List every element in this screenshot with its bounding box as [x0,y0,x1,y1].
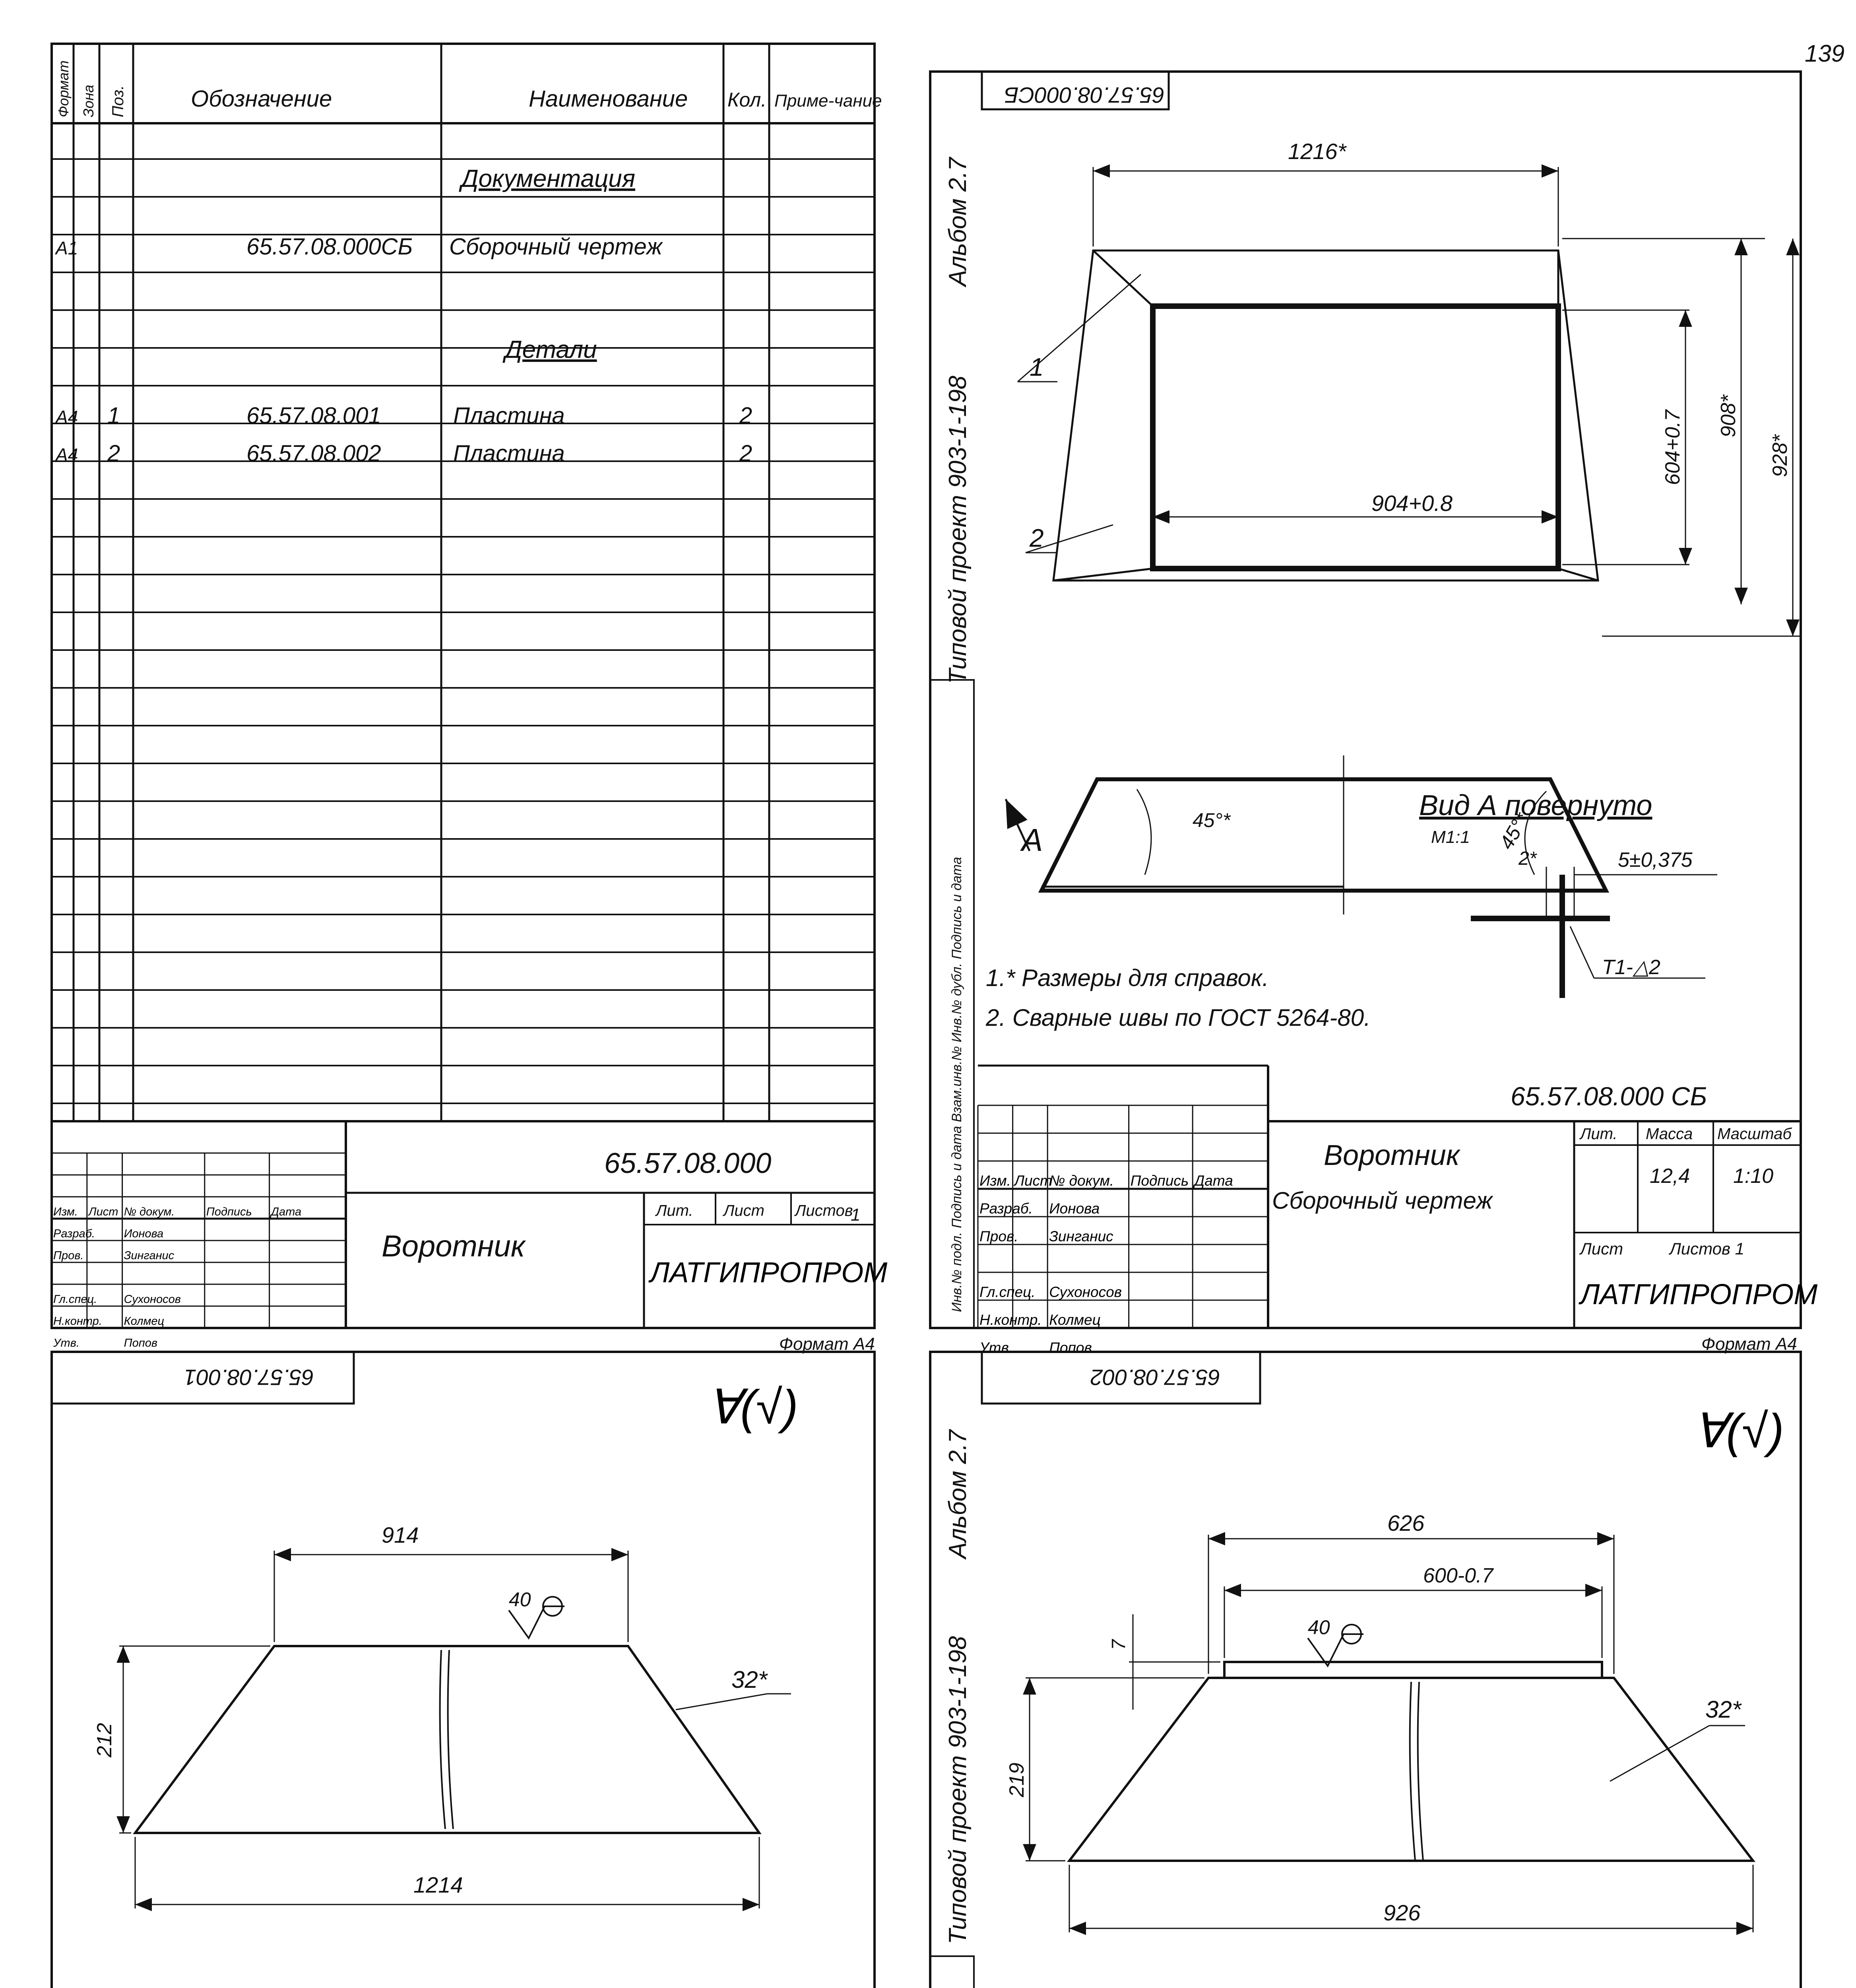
assembly-code: 65.57.08.000 СБ [1511,1081,1707,1111]
assembly-scale: 1:10 [1733,1165,1774,1188]
part2-name: Пластина [453,441,565,466]
angle-1: 45°* [1193,809,1231,831]
assembly-mirror-code: 65.57.08.000СБ [1004,83,1165,108]
stamp-role: Гл.спец. [53,1293,97,1306]
spec-title: Воротник [382,1229,525,1263]
plate2-dim-height: 219 [1005,1763,1028,1797]
plate2-sheet [930,1352,1819,1988]
plate1-rough: 40 [509,1588,531,1611]
header-note: Приме-чание [774,91,882,111]
stamp-name: Попов [124,1337,157,1349]
callout-1: 1 [1030,353,1044,381]
plate1-sheet [52,1352,881,1988]
spec-org: ЛАТГИПРОПРОМ [650,1257,888,1289]
stamp-role: Разраб. [53,1227,95,1240]
stamp-role: Н.контр. [53,1315,102,1328]
part2-format: А4 [56,445,78,465]
stamp-header: Дата [1194,1173,1233,1189]
header-designation: Обозначение [191,86,332,112]
plate2-dim-bottom: 926 [1383,1900,1421,1925]
spec-format: Формат А4 [779,1334,875,1354]
stamp-name: Зинганис [124,1249,175,1262]
stamp-name: Попов [1049,1340,1092,1356]
weld-value: 5±0,375 [1618,848,1693,872]
assembly-lit: Лит. [1580,1125,1617,1143]
stamp-role: Н.контр. [979,1312,1042,1328]
part1-format: А4 [56,407,78,427]
plate2-album: Альбом 2.7 [944,1429,972,1559]
dim-inner-height: 604+0.7 [1661,410,1684,485]
stamp-name: Колмец [1049,1312,1101,1328]
plate2-dim-top-outer: 626 [1387,1510,1425,1536]
plate2-roughness: ∀(√) [1693,1404,1784,1458]
dim-inner-width: 904+0.8 [1371,491,1453,516]
stamp-header: Лист [88,1206,118,1218]
stamp-header: Подпись [206,1206,252,1218]
plate1-dim-side: 32* [731,1666,768,1693]
stamp-name: Колмец [124,1315,165,1328]
spec-listov: Листов [795,1202,853,1219]
assembly-album: Альбом 2.7 [944,157,972,286]
stamp-header: № докум. [1049,1173,1114,1189]
header-zone: Зона [80,85,97,117]
stamp-header: Лист [1014,1173,1052,1189]
assembly-masshtab: Масштаб [1717,1125,1792,1143]
view-a-label: Вид А повернуто [1419,790,1652,821]
assembly-note-1: 1.* Размеры для справок. [986,965,1269,991]
dim-top: 1216* [1288,139,1346,164]
header-name: Наименование [529,86,688,112]
assembly-mass: 12,4 [1650,1165,1690,1188]
doc-name: Сборочный чертеж [449,234,663,260]
assembly-project: Типовой проект 903-1-198 [944,375,972,684]
assembly-list: Лист [1580,1239,1623,1258]
assembly-sheet [930,72,1817,1356]
stamp-header: Изм. [979,1173,1011,1189]
doc-format: А1 [56,238,78,258]
stamp-header: Дата [271,1206,302,1218]
header-pos: Поз. [109,85,127,117]
spec-list: Лист [723,1202,764,1219]
spec-lit: Лит. [656,1202,693,1219]
part2-pos: 2 [107,441,120,466]
specification-sheet [52,44,887,1354]
header-format: Формат [55,60,72,117]
assembly-massa: Масса [1646,1125,1693,1143]
part1-designation: 65.57.08.001 [246,403,381,429]
header-qty: Кол. [727,89,767,111]
assembly-org: ЛАТГИПРОПРОМ [1580,1279,1818,1310]
stamp-name: Ионова [1049,1200,1100,1217]
plate1-mirror-code: 65.57.08.001 [184,1365,314,1390]
stamp-name: Сухоносов [1049,1284,1122,1300]
plate2-dim-notch: 7 [1108,1639,1129,1650]
part1-pos: 1 [107,403,120,429]
stamp-name: Зинганис [1049,1228,1113,1244]
plate2-rough: 40 [1308,1616,1330,1639]
part2-designation: 65.57.08.002 [246,441,381,466]
stamp-name: Ионова [124,1227,164,1240]
assembly-title: Воротник [1324,1140,1460,1171]
stamp-role: Пров. [979,1228,1018,1244]
weld-mark: Т1-△2 [1602,956,1660,979]
view-a-scale: М1:1 [1431,827,1470,847]
stamp-role: Утв. [53,1337,80,1349]
dim-h1: 908* [1717,395,1740,437]
weld-gap: 2* [1519,848,1537,869]
stamp-header: Подпись [1130,1173,1189,1189]
part2-qty: 2 [739,441,752,466]
doc-designation: 65.57.08.000СБ [246,234,413,260]
angle-2: 45°* [1495,809,1534,853]
plate2-mirror-code: 65.57.08.002 [1090,1365,1220,1390]
plate2-dim-top-inner: 600-0.7 [1423,1564,1493,1587]
stamp-header: Изм. [53,1206,78,1218]
plate1-roughness: ∀(√) [708,1380,798,1434]
callout-2: 2 [1030,524,1044,552]
plate1-dim-bottom: 1214 [413,1872,463,1897]
assembly-listov: Листов 1 [1670,1239,1744,1258]
dim-h2: 928* [1769,435,1792,477]
plate2-project: Типовой проект 903-1-198 [944,1636,972,1944]
plate1-dim-top: 914 [382,1522,419,1547]
assembly-note-2: 2. Сварные швы по ГОСТ 5264-80. [986,1004,1371,1031]
stamp-role: Утв. [979,1340,1013,1356]
stamp-role: Разраб. [979,1200,1033,1217]
stamp-role: Пров. [53,1249,84,1262]
stamp-name: Сухоносов [124,1293,181,1306]
part1-qty: 2 [739,403,752,429]
section-parts: Детали [505,336,597,363]
part1-name: Пластина [453,403,565,429]
spec-code: 65.57.08.000 [604,1147,772,1179]
stamp-role: Гл.спец. [979,1284,1036,1300]
assembly-format: Формат А4 [1701,1334,1797,1354]
assembly-side-stamp: Инв.№ подл. Подпись и дата Взам.инв.№ Инв.№ дубл. Подпись и дата [949,857,964,1312]
view-arrow-label: А [1022,822,1043,858]
page-mark: 139 [1805,40,1845,67]
plate2-dim-side: 32* [1705,1696,1742,1723]
section-documentation: Документация [461,165,635,192]
assembly-subtitle: Сборочный чертеж [1272,1187,1493,1214]
stamp-header: № докум. [124,1206,175,1218]
plate1-dim-height: 212 [93,1723,116,1757]
spec-sheet-count: 1 [851,1205,861,1225]
